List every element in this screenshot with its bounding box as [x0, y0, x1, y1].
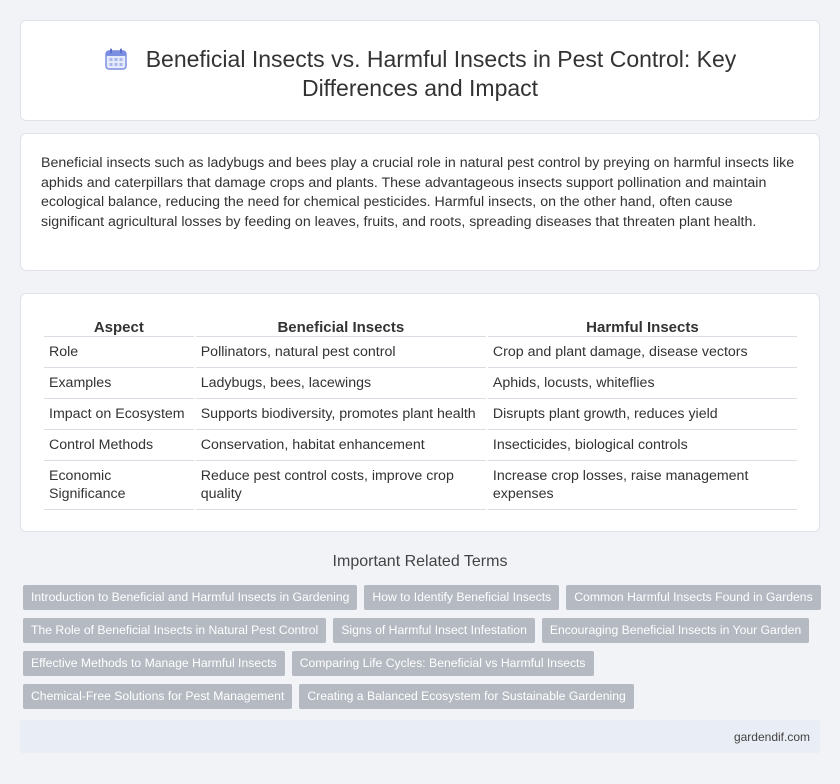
- tag-row: [23, 684, 823, 709]
- table-cell: Ladybugs, bees, lacewings: [196, 368, 486, 399]
- table-header-row: [44, 316, 797, 337]
- page-title-wrap: [21, 45, 819, 103]
- related-term-link[interactable]: Effective Methods to Manage Harmful Insects: [23, 651, 285, 676]
- title-card: [20, 20, 820, 121]
- related-term-link[interactable]: The Role of Beneficial Insects in Natural Pest Control: [23, 618, 326, 643]
- page-title: Beneficial Insects vs. Harmful Insects in Pest Control: Key Differences and Impact: [145, 46, 737, 101]
- related-terms-list: [23, 585, 823, 717]
- table-cell: Reduce pest control costs, improve crop quality: [196, 461, 486, 510]
- table-row: [44, 399, 797, 430]
- related-term-link[interactable]: Signs of Harmful Insect Infestation: [333, 618, 535, 643]
- intro-paragraph: Beneficial insects such as ladybugs and bees play a crucial role in natural pest control by preying on harmful insects like aphids and caterpillars that damage crops and plants. These advantageous insects support pollination and maintain ecological balance, reducing the need for chemical pesticides. Harmful insects, on the other hand, often cause significant agricultural losses by feeding on leaves, fruits, and roots, spreading diseases that threaten plant health.: [41, 155, 795, 230]
- related-term-link[interactable]: Chemical-Free Solutions for Pest Management: [23, 684, 292, 709]
- comparison-table: [42, 316, 799, 510]
- intro-card: [20, 133, 820, 271]
- tag-row: [23, 651, 823, 676]
- table-cell: Crop and plant damage, disease vectors: [488, 337, 797, 368]
- table-cell: Control Methods: [44, 430, 194, 461]
- table-row: [44, 368, 797, 399]
- header-beneficial: Beneficial Insects: [196, 316, 486, 337]
- header-aspect: Aspect: [44, 316, 194, 337]
- table-row: [44, 337, 797, 368]
- table-cell: Conservation, habitat enhancement: [196, 430, 486, 461]
- table-cell: Role: [44, 337, 194, 368]
- table-cell: Aphids, locusts, whiteflies: [488, 368, 797, 399]
- related-term-link[interactable]: Introduction to Beneficial and Harmful Insects in Gardening: [23, 585, 357, 610]
- table-row: [44, 430, 797, 461]
- table-cell: Increase crop losses, raise management expenses: [488, 461, 797, 510]
- related-term-link[interactable]: Encouraging Beneficial Insects in Your Garden: [542, 618, 809, 643]
- footer-site-link[interactable]: gardendif.com: [733, 730, 810, 744]
- related-terms-title: Important Related Terms: [332, 553, 508, 570]
- related-term-link[interactable]: How to Identify Beneficial Insects: [364, 585, 559, 610]
- tag-row: [23, 618, 823, 643]
- related-term-link[interactable]: Creating a Balanced Ecosystem for Sustainable Gardening: [299, 684, 633, 709]
- table-cell: Disrupts plant growth, reduces yield: [488, 399, 797, 430]
- comparison-table-card: [20, 293, 820, 532]
- table-cell: Impact on Ecosystem: [44, 399, 194, 430]
- table-cell: Pollinators, natural pest control: [196, 337, 486, 368]
- table-cell: Supports biodiversity, promotes plant health: [196, 399, 486, 430]
- calendar-icon: [104, 47, 128, 71]
- header-harmful: Harmful Insects: [488, 316, 797, 337]
- table-cell: Examples: [44, 368, 194, 399]
- table-cell: Insecticides, biological controls: [488, 430, 797, 461]
- footer: [20, 720, 820, 753]
- tag-row: [23, 585, 823, 610]
- table-cell: Economic Significance: [44, 461, 194, 510]
- related-term-link[interactable]: Common Harmful Insects Found in Gardens: [566, 585, 820, 610]
- table-row: [44, 461, 797, 510]
- related-term-link[interactable]: Comparing Life Cycles: Beneficial vs Harmful Insects: [292, 651, 594, 676]
